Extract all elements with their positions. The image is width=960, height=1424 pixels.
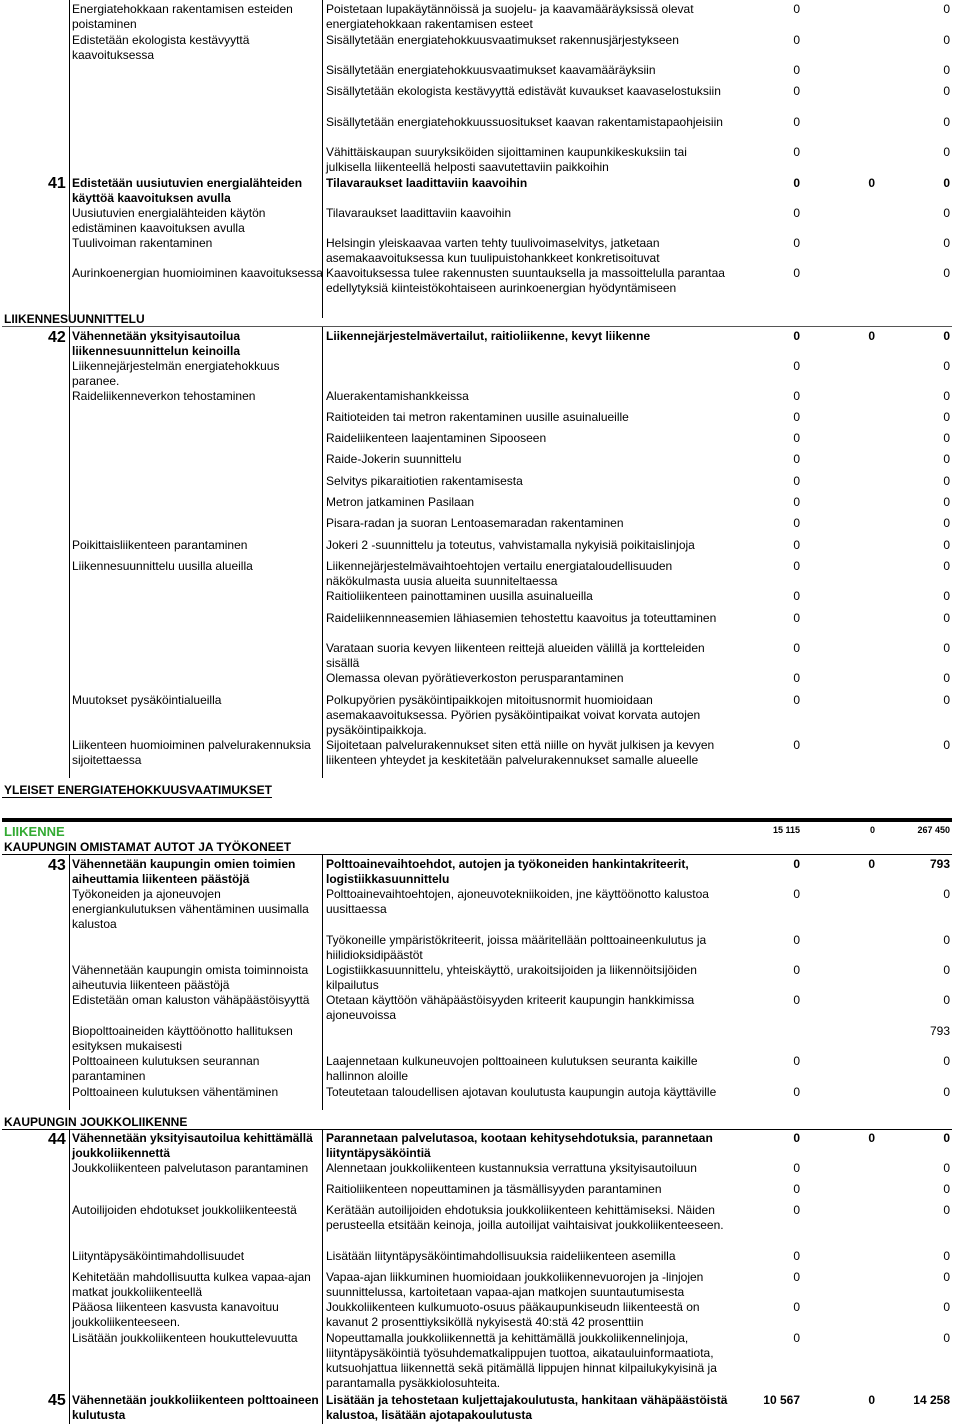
cell-text: Liikennesuunnittelu uusilla alueilla [72, 559, 253, 573]
measure-title: Edistetään uusiutuvien energialähteiden [72, 176, 303, 190]
measure-action: Tilavaraukset laadittaviin kaavoihin [326, 176, 528, 190]
value-cell: 0 [793, 538, 800, 552]
cell-text: Sisällytetään ekologista kestävyyttä edistävät kuvaukset kaavaselostuksiin [326, 84, 721, 98]
value-cell: 0 [868, 1393, 875, 1407]
value-cell: 0 [943, 266, 950, 280]
value-cell: 0 [943, 474, 950, 488]
cell-text: Sijoitetaan palvelurakennukset siten että niille on hyvät julkisen ja kevyen [326, 738, 715, 752]
value-cell: 0 [943, 63, 950, 77]
value-cell: 0 [793, 266, 800, 280]
liikenne-total: 0 [869, 825, 875, 835]
cell-text: näkökulmasta uusia alueita suunniteltaessa [326, 574, 558, 588]
measure-action: Lisätään ja tehostetaan kuljettajakoulutusta, hankitaan vähäpäästöistä [326, 1393, 728, 1407]
value-cell: 0 [793, 329, 800, 343]
cell-text: Pääosa liikenteen kasvusta kanavoituu [72, 1300, 279, 1314]
cell-text: parantamalla pysäkkiolosuhteita. [326, 1376, 501, 1390]
cell-text: Vähittäiskaupan suuryksiköiden sijoittaminen kaupunkikeskuksiin tai [326, 145, 687, 159]
cell-text: liityntäpysäköintiä työsuhdematkalippujen tuottoa, aikatauluinformaatiota, [326, 1346, 714, 1360]
cell-text: edistäminen kaavoituksen avulla [72, 221, 245, 235]
cell-text: kavanut 2 prosenttiyksiköllä nykyisestä 40:stä 42 prosenttiin [326, 1315, 644, 1329]
cell-text: Raitioliikenteen nopeuttaminen ja täsmällisyyden parantaminen [326, 1182, 662, 1196]
value-cell: 0 [793, 63, 800, 77]
cell-text: poistaminen [72, 17, 137, 31]
measure-title: aiheuttamia liikenteen päästöjä [72, 872, 250, 886]
value-cell: 0 [793, 452, 800, 466]
cell-text: Pisara-radan ja suoran Lentoasemaradan rakentaminen [326, 516, 624, 530]
cell-text: Alennetaan joukkoliikenteen kustannuksia verrattuna yksityisautoiluun [326, 1161, 697, 1175]
value-cell: 0 [943, 516, 950, 530]
value-cell: 0 [793, 176, 800, 190]
cell-text: pysäköintipaikkoja. [326, 723, 427, 737]
measure-action: kalustoa, lisätään ajotapakoulutusta [326, 1408, 533, 1422]
cell-text: Nopeuttamalla joukkoliikennettä ja kehittämällä joukkoliikennelinjoja, [326, 1331, 689, 1345]
value-cell: 0 [943, 1203, 950, 1217]
value-cell: 0 [868, 329, 875, 343]
cell-text: ajoneuvoissa [326, 1008, 397, 1022]
measure-title: Vähennetään yksityisautoilua kehittämällä [72, 1131, 313, 1145]
section-heading: LIIKENNESUUNNITTELU [4, 312, 145, 326]
value-cell: 0 [943, 538, 950, 552]
cell-text: Vapaa-ajan liikkuminen huomioidaan joukkoliikennevuorojen ja -linjojen [326, 1270, 704, 1284]
cell-text: aiheutuvia liikenteen päästöjä [72, 978, 230, 992]
cell-text: Tilavaraukset laadittaviin kaavoihin [326, 206, 511, 220]
value-cell: 0 [793, 1203, 800, 1217]
cell-text: Liikenteen huomioiminen palvelurakennuksia [72, 738, 311, 752]
cell-text: paranee. [72, 374, 120, 388]
cell-text: Sisällytetään energiatehokkuussuositukset kaavan rakentamistapaohjeisiin [326, 115, 723, 129]
value-cell: 0 [943, 410, 950, 424]
measure-action: Polttoainevaihtoehdot, autojen ja työkoneiden hankintakriteerit, [326, 857, 689, 871]
value-cell: 0 [793, 738, 800, 752]
value-cell: 0 [943, 1054, 950, 1068]
value-cell: 0 [943, 738, 950, 752]
cell-text: Lisätään joukkoliikenteen houkuttelevuutta [72, 1331, 298, 1345]
cell-text: Edistetään oman kaluston vähäpäästöisyyttä [72, 993, 310, 1007]
value-cell: 0 [943, 206, 950, 220]
value-cell: 0 [943, 115, 950, 129]
value-cell: 0 [793, 431, 800, 445]
value-cell: 0 [793, 2, 800, 16]
column-divider-left [69, 326, 70, 778]
cell-text: Raideliikennneasemien lähiasemien tehostettu kaavoitus ja toteuttaminen [326, 611, 717, 625]
cell-text: Biopolttoaineiden käyttöönotto hallituksen [72, 1024, 293, 1038]
section-rule [2, 1129, 952, 1130]
measure-number: 44 [48, 1131, 66, 1148]
liikenne-total: 267 450 [917, 825, 950, 835]
value-cell: 0 [943, 431, 950, 445]
value-cell: 0 [943, 389, 950, 403]
cell-text: Uusiutuvien energialähteiden käytön [72, 206, 266, 220]
cell-text: perusteella etsitään keinoja, joilla autoilijat vaihtaisivat joukkoliikenteeseen. [326, 1218, 724, 1232]
value-cell: 0 [793, 145, 800, 159]
cell-text: liikenteen yhteydet ja keskitetään palvelurakennukset samalle alueelle [326, 753, 699, 767]
value-cell: 0 [793, 963, 800, 977]
measure-title: liikennesuunnittelun keinoilla [72, 344, 241, 358]
value-cell: 0 [868, 176, 875, 190]
value-cell: 0 [793, 589, 800, 603]
value-cell: 0 [943, 1249, 950, 1263]
cell-text: asemakaavoituksessa kun tuulipuistohankkeet konkretisoituvat [326, 251, 660, 265]
value-cell: 0 [943, 933, 950, 947]
cell-text: Polttoaineen kulutuksen vähentäminen [72, 1085, 279, 1099]
value-cell: 0 [793, 206, 800, 220]
column-divider-mid [322, 1129, 323, 1424]
cell-text: Olemassa olevan pyörätieverkoston perusparantaminen [326, 671, 624, 685]
cell-text: esityksen mukaisesti [72, 1039, 183, 1053]
cell-text: Työkoneiden ja ajoneuvojen [72, 887, 221, 901]
value-cell: 10 567 [763, 1393, 800, 1407]
value-cell: 0 [943, 329, 950, 343]
cell-text: Metron jatkaminen Pasilaan [326, 495, 475, 509]
value-cell: 0 [793, 1249, 800, 1263]
cell-text: Raitioteiden tai metron rakentaminen uusille asuinalueille [326, 410, 629, 424]
cell-text: Kehitetään mahdollisuutta kulkea vapaa-ajan [72, 1270, 311, 1284]
value-cell: 0 [793, 671, 800, 685]
measure-action: Parannetaan palvelutasoa, kootaan kehitysehdotuksia, parannetaan [326, 1131, 713, 1145]
value-cell: 0 [943, 2, 950, 16]
cell-text: edellytyksiä kiinteistökohtaiseen aurinkoenergian hyödyntämiseen [326, 281, 677, 295]
cell-text: Logistiikkasuunnittelu, yhteiskäyttö, urakoitsijoiden ja liikennöitsijöiden [326, 963, 697, 977]
cell-text: Selvitys pikaraitiotien rakentamisesta [326, 474, 523, 488]
liikenne-total: 15 115 [772, 825, 800, 835]
value-cell: 0 [943, 176, 950, 190]
measure-number: 42 [48, 329, 66, 346]
section-rule [2, 797, 272, 798]
value-cell: 0 [793, 1085, 800, 1099]
column-divider-left [69, 855, 70, 1110]
measure-title: Vähennetään kaupungin omien toimien [72, 857, 296, 871]
measure-title: joukkoliikennettä [72, 1146, 171, 1160]
cell-text: sijoitettaessa [72, 753, 142, 767]
measure-action: liityntäpysäköintiä [326, 1146, 431, 1160]
measure-number: 43 [48, 857, 66, 874]
value-cell: 0 [943, 1331, 950, 1345]
cell-text: Otetaan käyttöön vähäpäästöisyyden kriteerit kaupungin hankkimissa [326, 993, 695, 1007]
cell-text: Raide-Jokerin suunnittelu [326, 452, 462, 466]
value-cell: 0 [793, 933, 800, 947]
value-cell: 0 [793, 611, 800, 625]
value-cell: 793 [929, 857, 950, 871]
liikenne-heading: LIIKENNE [4, 824, 65, 839]
cell-text: Jokeri 2 -suunnittelu ja toteutus, vahvistamalla nykyisiä poikitaislinjoja [326, 538, 695, 552]
value-cell: 0 [793, 1131, 800, 1145]
value-cell: 0 [793, 474, 800, 488]
column-divider-left [69, 0, 70, 318]
section-heading: KAUPUNGIN OMISTAMAT AUTOT JA TYÖKONEET [4, 840, 292, 854]
value-cell: 0 [793, 559, 800, 573]
value-cell: 0 [793, 693, 800, 707]
value-cell: 0 [793, 1161, 800, 1175]
value-cell: 0 [793, 641, 800, 655]
section-heading: YLEISET ENERGIATEHOKKUUSVAATIMUKSET [4, 783, 273, 797]
cell-text: Sisällytetään energiatehokkuusvaatimukset rakennusjärjestykseen [326, 33, 679, 47]
value-cell: 0 [793, 1270, 800, 1284]
section-heading: KAUPUNGIN JOUKKOLIIKENNE [4, 1115, 188, 1129]
measure-title: Vähennetään joukkoliikenteen polttoaineen [72, 1393, 319, 1407]
value-cell: 0 [943, 495, 950, 509]
cell-text: kalustoa [72, 917, 117, 931]
value-cell: 0 [793, 115, 800, 129]
cell-text: uusittaessa [326, 902, 387, 916]
value-cell: 0 [943, 33, 950, 47]
value-cell: 0 [943, 1131, 950, 1145]
cell-text: parantaminen [72, 1069, 146, 1083]
value-cell: 0 [943, 1270, 950, 1284]
value-cell: 0 [943, 1182, 950, 1196]
cell-text: Polttoaineen kulutuksen seurannan [72, 1054, 260, 1068]
value-cell: 0 [943, 993, 950, 1007]
cell-text: Poikittaisliikenteen parantaminen [72, 538, 248, 552]
column-divider-mid [322, 326, 323, 778]
value-cell: 0 [793, 359, 800, 373]
liikenne-rule [2, 818, 952, 822]
cell-text: Polttoainevaihtoehtojen, ajoneuvotekniikoiden, jne käyttöönotto kalustoa [326, 887, 709, 901]
column-divider-mid [322, 855, 323, 1110]
value-cell: 0 [793, 516, 800, 530]
cell-text: Aluerakentamishankkeissa [326, 389, 469, 403]
value-cell: 0 [943, 1085, 950, 1099]
cell-text: Varataan suoria kevyen liikenteen reittejä alueiden välillä ja kortteleiden [326, 641, 705, 655]
cell-text: Energiatehokkaan rakentamisen esteiden [72, 2, 293, 16]
cell-text: Raitioliikenteen painottaminen uusilla asuinalueilla [326, 589, 593, 603]
value-cell: 0 [943, 693, 950, 707]
cell-text: Joukkoliikenteen kulkumuoto-osuus pääkaupunkiseudn liikenteestä on [326, 1300, 700, 1314]
cell-text: sisällä [326, 656, 360, 670]
value-cell: 0 [943, 359, 950, 373]
measure-number: 41 [48, 175, 66, 192]
value-cell: 0 [943, 589, 950, 603]
cell-text: energiatehokkaan rakentamisen esteet [326, 17, 533, 31]
value-cell: 0 [943, 963, 950, 977]
value-cell: 0 [793, 993, 800, 1007]
measure-action: Liikennejärjestelmävertailut, raitioliikenne, kevyt liikenne [326, 329, 651, 343]
cell-text: Työkoneille ympäristökriteerit, joissa määritellään polttoaineenkulutus ja [326, 933, 707, 947]
cell-text: suunnittelussa, kartoitetaan vapaa-ajan matkojen suuntautumisesta [326, 1285, 685, 1299]
cell-text: asemakaavoituksessa. Pyörien pysäköintipaikat voivat korvata autojen [326, 708, 701, 722]
cell-text: energiankulutuksen vähentäminen uusimalla [72, 902, 309, 916]
value-cell: 0 [793, 1300, 800, 1314]
value-cell: 0 [793, 1182, 800, 1196]
cell-text: Joukkoliikenteen palvelutason parantaminen [72, 1161, 309, 1175]
value-cell: 14 258 [913, 1393, 950, 1407]
measure-title: kulutusta [72, 1408, 126, 1422]
cell-text: Liikennejärjestelmävaihtoehtojen vertailu energiataloudellisuuden [326, 559, 673, 573]
cell-text: Liityntäpysäköintimahdollisuudet [72, 1249, 245, 1263]
cell-text: matkat joukkoliikenteellä [72, 1285, 203, 1299]
cell-text: kilpailutus [326, 978, 379, 992]
measure-title: käyttöä kaavoituksen avulla [72, 191, 231, 205]
value-cell: 0 [943, 611, 950, 625]
section-rule [2, 326, 952, 327]
measure-title: Vähennetään yksityisautoilua [72, 329, 241, 343]
cell-text: Poistetaan lupakäytännöissä ja suojelu- ja kaavamääräyksissä olevat [326, 2, 694, 16]
cell-text: hallinnon aloille [326, 1069, 409, 1083]
measure-number: 45 [48, 1392, 66, 1409]
value-cell: 0 [793, 410, 800, 424]
cell-text: Vähennetään kaupungin omista toiminnoista [72, 963, 309, 977]
cell-text: Polkupyörien pysäköintipaikkojen mitoitusnormit huomioidaan [326, 693, 653, 707]
value-cell: 0 [793, 887, 800, 901]
cell-text: Kaavoituksessa tulee rakennusten suuntauksella ja massoittelulla parantaa [326, 266, 725, 280]
cell-text: Aurinkoenergian huomioiminen kaavoituksessa [72, 266, 323, 280]
cell-text: Helsingin yleiskaavaa varten tehty tuulivoimaselvitys, jatketaan [326, 236, 660, 250]
value-cell: 0 [793, 495, 800, 509]
value-cell: 0 [793, 84, 800, 98]
cell-text: kaavoituksessa [72, 48, 155, 62]
cell-text: Lisätään liityntäpysäköintimahdollisuuksia raideliikenteen asemilla [326, 1249, 676, 1263]
value-cell: 0 [943, 671, 950, 685]
value-cell: 0 [943, 145, 950, 159]
cell-text: Laajennetaan kulkuneuvojen polttoaineen kulutuksen seuranta kaikille [326, 1054, 698, 1068]
measure-action: logistiikkasuunnittelu [326, 872, 450, 886]
value-cell: 0 [943, 559, 950, 573]
cell-text: Sisällytetään energiatehokkuusvaatimukset kaavamääräyksiin [326, 63, 656, 77]
value-cell: 0 [793, 1331, 800, 1345]
value-cell: 0 [943, 1300, 950, 1314]
cell-text: Liikennejärjestelmän energiatehokkuus [72, 359, 280, 373]
cell-text: Muutokset pysäköintialueilla [72, 693, 222, 707]
cell-text: Autoilijoiden ehdotukset joukkoliikenteestä [72, 1203, 297, 1217]
column-divider-left [69, 1129, 70, 1424]
cell-text: joukkoliikenteeseen. [72, 1315, 181, 1329]
cell-text: Raideliikenteen laajentaminen Sipooseen [326, 431, 547, 445]
value-cell: 0 [793, 33, 800, 47]
value-cell: 0 [943, 84, 950, 98]
value-cell: 0 [943, 236, 950, 250]
cell-text: Tuulivoiman rakentaminen [72, 236, 213, 250]
value-cell: 0 [943, 1161, 950, 1175]
cell-text: hiilidioksidipäästöt [326, 948, 423, 962]
value-cell: 0 [943, 641, 950, 655]
value-cell: 0 [943, 452, 950, 466]
cell-text: Raideliikenneverkon tehostaminen [72, 389, 256, 403]
value-cell: 0 [793, 389, 800, 403]
value-cell: 0 [868, 857, 875, 871]
value-cell: 0 [793, 857, 800, 871]
cell-text: Edistetään ekologista kestävyyttä [72, 33, 250, 47]
value-cell: 0 [943, 887, 950, 901]
cell-text: Toteutetaan taloudellisen ajotavan koulutusta kaupungin autoja käyttäville [326, 1085, 717, 1099]
value-cell: 0 [868, 1131, 875, 1145]
value-cell: 0 [793, 1054, 800, 1068]
cell-text: kutsuohjattua liikennettä sekä pitämällä lippujen hinnat kilpailukykyisinä ja [326, 1361, 717, 1375]
section-rule [2, 854, 952, 855]
cell-text: Kerätään autoilijoiden ehdotuksia joukkoliikenteen kehittämiseksi. Näiden [326, 1203, 715, 1217]
value-cell: 0 [793, 236, 800, 250]
cell-text: julkisella liikenteellä helposti saavutettaviin paikkoihin [326, 160, 609, 174]
value-cell: 793 [929, 1024, 950, 1038]
